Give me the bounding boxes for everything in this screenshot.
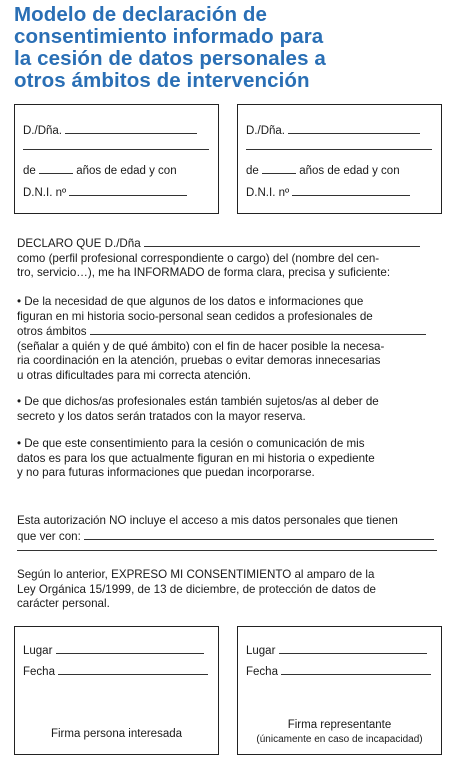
authorization-paragraph [17, 514, 441, 544]
de-label: de [246, 165, 259, 177]
dni-field[interactable] [292, 185, 410, 196]
fecha-label: Fecha [246, 666, 278, 678]
id-box-right [237, 104, 442, 214]
declaro-text: DECLARO QUE D./Dña [17, 237, 141, 250]
name-field-continuation[interactable] [23, 149, 209, 150]
title-line: consentimiento informado para [14, 25, 324, 48]
id-box-left [14, 104, 219, 214]
firma-interesada-label: Firma persona interesada [50, 728, 183, 740]
name-field[interactable] [288, 123, 420, 134]
dni-field[interactable] [69, 185, 187, 196]
bullet-necesidad [17, 295, 441, 383]
bullet-line: • De que este consentimiento para la cesión o comunicación de mis [17, 437, 365, 450]
consent-line: carácter personal. [17, 597, 110, 610]
title-line: otros ámbitos de intervención [14, 69, 310, 92]
name-label: D./Dña. [246, 125, 285, 137]
bullet-line: figuran en mi historia socio-personal sean cedidos a profesionales de [17, 309, 373, 323]
bullet-line: otros ámbitos [17, 325, 87, 338]
consent-paragraph [17, 568, 441, 612]
bullet-line: u otras dificultades para mi correcta atención. [17, 368, 251, 382]
title-line: Modelo de declaración de [14, 3, 268, 26]
bullet-line: secreto y los datos serán tratados con la mayor reserva. [17, 409, 306, 423]
document-title [14, 4, 454, 92]
name-field[interactable] [65, 123, 197, 134]
declaration-paragraph [17, 236, 441, 281]
de-label: de [23, 165, 36, 177]
title-line: la cesión de datos personales a [14, 47, 326, 70]
age-field[interactable] [262, 163, 296, 174]
signature-box-interesada [14, 626, 219, 755]
dni-label: D.N.I. nº [246, 187, 290, 199]
lugar-field[interactable] [279, 643, 427, 654]
bullet-line: • De la necesidad de que algunos de los datos e informaciones que [17, 295, 364, 308]
signature-box-representante [237, 626, 442, 755]
declaration-line: tro, servicio…), me ha INFORMADO de forma clara, precisa y suficiente: [17, 266, 391, 279]
professional-name-field[interactable] [144, 236, 420, 247]
lugar-label: Lugar [23, 645, 53, 657]
firma-representante-label: Firma representante [287, 719, 392, 731]
authorization-line: Esta autorización NO incluye el acceso a mis datos personales que tienen [17, 514, 398, 527]
excluded-data-field[interactable] [84, 529, 434, 540]
age-field[interactable] [39, 163, 73, 174]
name-field-continuation[interactable] [246, 149, 432, 150]
age-label: años de edad y con [299, 165, 400, 177]
dni-label: D.N.I. nº [23, 187, 67, 199]
fecha-label: Fecha [23, 666, 55, 678]
bullet-consentimiento [17, 437, 441, 481]
consent-line: Según lo anterior, EXPRESO MI CONSENTIMIENTO al amparo de la [17, 568, 375, 581]
bullet-line: ria coordinación en la atención, pruebas o evitar demoras innecesarias [17, 354, 381, 367]
bullet-secreto [17, 395, 441, 424]
name-label: D./Dña. [23, 125, 62, 137]
authorization-line: que ver con: [17, 529, 81, 543]
excluded-data-field-continuation[interactable] [17, 550, 437, 551]
bullet-line: (señalar a quién y de qué ámbito) con el fin de hacer posible la necesa- [17, 339, 385, 353]
ambitos-field[interactable] [90, 324, 426, 335]
bullet-line: • De que dichos/as profesionales están también sujetos/as al deber de [17, 395, 379, 408]
fecha-field[interactable] [281, 664, 431, 675]
consent-line: Ley Orgánica 15/1999, de 13 de diciembre, de protección de datos de [17, 582, 377, 596]
lugar-field[interactable] [56, 643, 204, 654]
bullet-line: datos es para los que actualmente figuran en mi historia o expediente [17, 451, 375, 465]
incapacidad-note: (únicamente en caso de incapacidad) [256, 734, 423, 745]
lugar-label: Lugar [246, 645, 276, 657]
declaration-line: como (perfil profesional correspondiente o cargo) del (nombre del cen- [17, 251, 380, 265]
age-label: años de edad y con [76, 165, 177, 177]
bullet-line: y no para futuras informaciones que puedan incorporarse. [17, 466, 315, 479]
fecha-field[interactable] [58, 664, 208, 675]
